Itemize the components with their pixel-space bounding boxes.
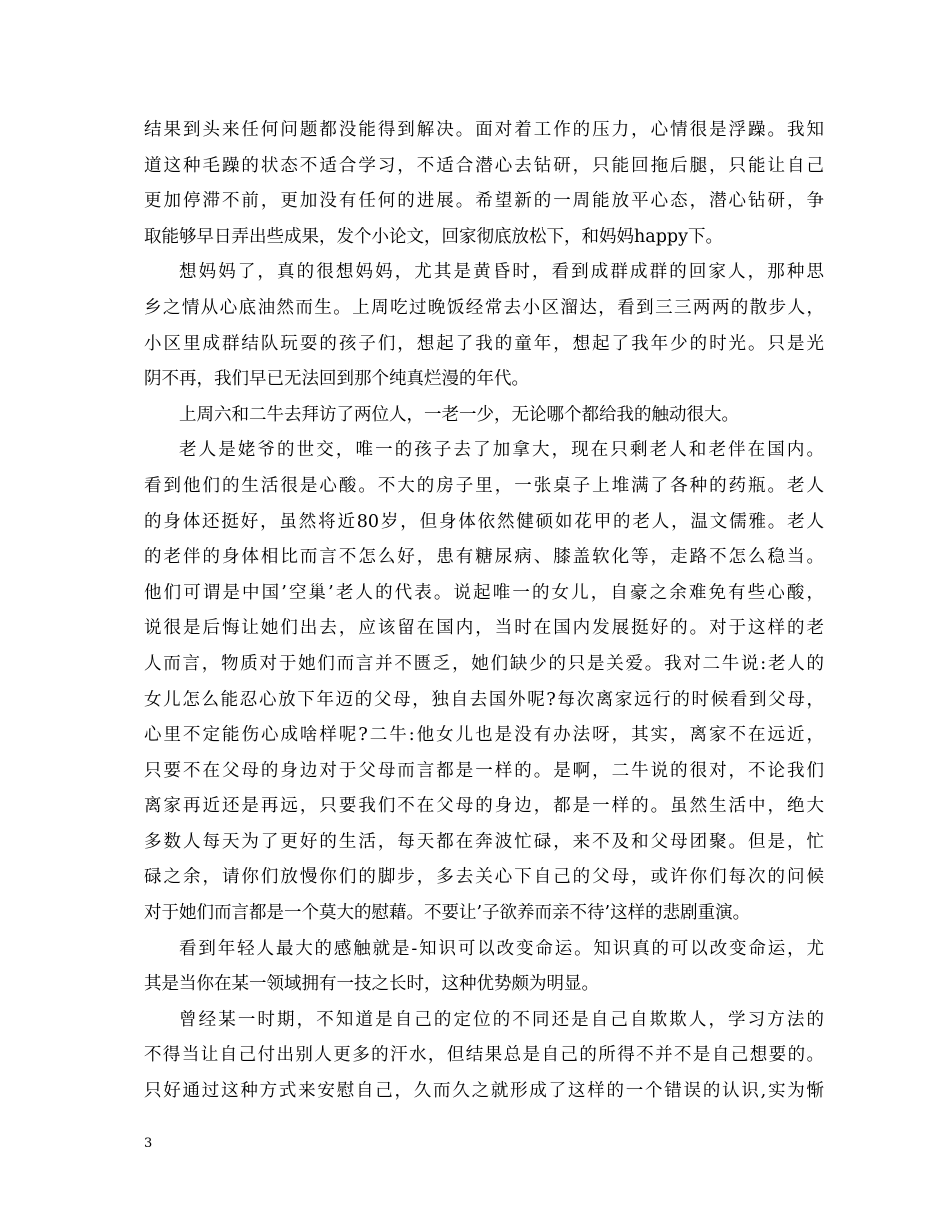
text-line: 人而言，物质对于她们而言并不匮乏，她们缺少的只是关爱。我对二牛说:老人的	[144, 653, 824, 674]
body-text	[144, 113, 824, 1110]
page-number: 3	[144, 1136, 153, 1151]
text-line: 看到年轻人最大的感触就是-知识可以改变命运。知识真的可以改变命运，尤	[179, 938, 824, 959]
text-line: 女儿怎么能忍心放下年迈的父母，独自去国外呢?每次离家远行的时候看到父母，	[144, 689, 824, 710]
text-line: 曾经某一时期，不知道是自己的定位的不同还是自己自欺欺人，学习方法的	[179, 1009, 824, 1030]
text-line: 对于她们而言都是一个莫大的慰藉。不要让’子欲养而亲不待’这样的悲剧重演。	[144, 903, 751, 924]
text-line: 的身体还挺好，虽然将近80岁，但身体依然健硕如花甲的老人，温文儒雅。老人	[144, 511, 824, 532]
text-line: 的老伴的身体相比而言不怎么好，患有糖尿病、膝盖软化等，走路不怎么稳当。	[144, 547, 824, 568]
text-line: 他们可谓是中国’空巢’老人的代表。说起唯一的女儿，自豪之余难免有些心酸，	[144, 582, 824, 603]
text-line: 多数人每天为了更好的生活，每天都在奔波忙碌，来不及和父母团聚。但是，忙	[144, 831, 824, 852]
text-line: 碌之余，请你们放慢你们的脚步，多去关心下自己的父母，或许你们每次的问候	[144, 867, 824, 888]
text-line: 其是当你在某一领域拥有一技之长时，这种优势颇为明显。	[144, 974, 599, 995]
text-line: 心里不定能伤心成啥样呢?二牛:他女儿也是没有办法呀，其实，离家不在远近，	[144, 725, 824, 746]
text-line: 老人是姥爷的世交，唯一的孩子去了加拿大，现在只剩老人和老伴在国内。	[179, 440, 824, 461]
text-line: 只要不在父母的身边对于父母而言都是一样的。是啊，二牛说的很对，不论我们	[144, 760, 824, 781]
text-line: 说很是后悔让她们出去，应该留在国内，当时在国内发展挺好的。对于这样的老	[144, 618, 824, 639]
text-line: 小区里成群结队玩耍的孩子们，想起了我的童年，想起了我年少的时光。只是光	[144, 333, 824, 354]
text-line: 道这种毛躁的状态不适合学习，不适合潜心去钻研，只能回拖后腿，只能让自己	[144, 155, 824, 176]
text-line: 结果到头来任何问题都没能得到解决。面对着工作的压力，心情很是浮躁。我知	[144, 120, 824, 140]
text-line: 上周六和二牛去拜访了两位人，一老一少，无论哪个都给我的触动很大。	[179, 404, 739, 425]
text-line: 取能够早日弄出些成果，发个小论文，回家彻底放松下，和妈妈happy下。	[144, 226, 723, 247]
text-line: 乡之情从心底油然而生。上周吃过晚饭经常去小区溜达，看到三三两两的散步人，	[144, 297, 824, 318]
text-line: 阴不再，我们早已无法回到那个纯真烂漫的年代。	[144, 369, 529, 390]
text-line: 更加停滞不前，更加没有任何的进展。希望新的一周能放平心态，潜心钻研，争	[144, 191, 824, 212]
text-line: 只好通过这种方式来安慰自己，久而久之就形成了这样的一个错误的认识,实为惭	[144, 1081, 824, 1102]
text-line: 看到他们的生活很是心酸。不大的房子里，一张桌子上堆满了各种的药瓶。老人	[144, 475, 824, 496]
text-line: 离家再近还是再远，只要我们不在父母的身边，都是一样的。虽然生活中，绝大	[144, 796, 824, 817]
text-line: 不得当让自己付出别人更多的汗水，但结果总是自己的所得不并不是自己想要的。	[144, 1045, 824, 1066]
text-line: 想妈妈了，真的很想妈妈，尤其是黄昏时，看到成群成群的回家人，那种思	[179, 262, 824, 283]
